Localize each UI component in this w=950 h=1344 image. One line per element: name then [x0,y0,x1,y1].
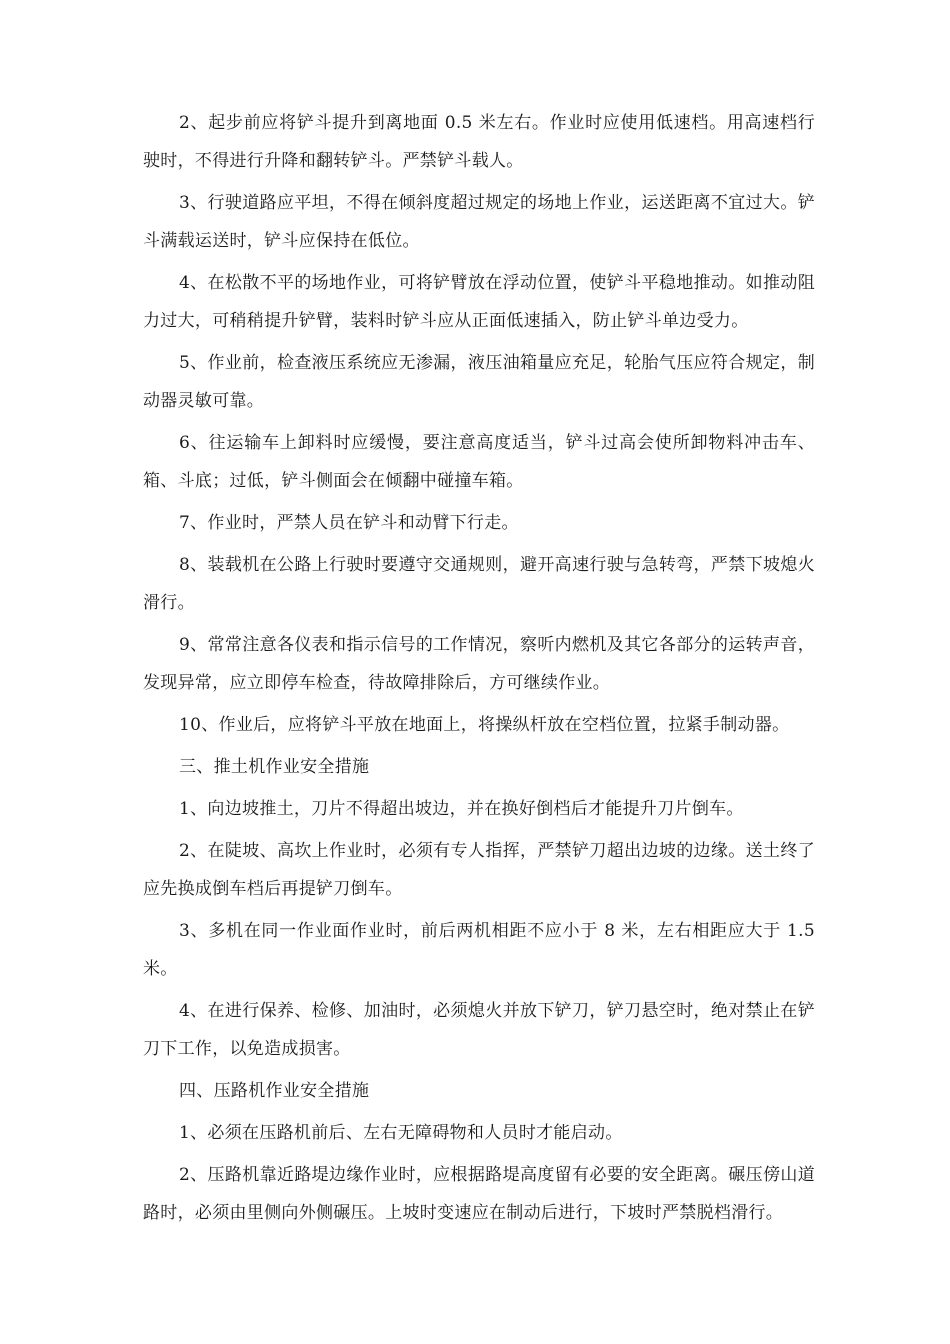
paragraph-bulldozer-3: 3、多机在同一作业面作业时，前后两机相距不应小于 8 米，左右相距应大于 1.5 米。 [143,921,815,979]
section-heading-bulldozer: 三、推土机作业安全措施 [179,757,370,777]
paragraph-loader-6: 6、往运输车上卸料时应缓慢，要注意高度适当，铲斗过高会使所卸物料冲击车、箱、斗底；过低，铲斗侧面会在倾翻中碰撞车箱。 [143,433,815,491]
paragraph-loader-2: 2、起步前应将铲斗提升到离地面 0.5 米左右。作业时应使用低速档。用高速档行驶时，不得进行升降和翻转铲斗。严禁铲斗载人。 [143,113,815,171]
paragraph-loader-5: 5、作业前，检查液压系统应无渗漏，液压油箱量应充足，轮胎气压应符合规定，制动器灵敏可靠。 [143,353,815,411]
document-body [143,104,815,1236]
paragraph-bulldozer-2: 2、在陡坡、高坎上作业时，必须有专人指挥，严禁铲刀超出边坡的边缘。送土终了应先换成倒车档后再提铲刀倒车。 [143,841,815,899]
paragraph-loader-9: 9、常常注意各仪表和指示信号的工作情况，察听内燃机及其它各部分的运转声音，发现异常，应立即停车检查，待故障排除后，方可继续作业。 [143,635,815,693]
paragraph-loader-10: 10、作业后，应将铲斗平放在地面上，将操纵杆放在空档位置，拉紧手制动器。 [179,715,790,735]
paragraph-roller-2: 2、压路机靠近路堤边缘作业时，应根据路堤高度留有必要的安全距离。碾压傍山道路时，必须由里侧向外侧碾压。上坡时变速应在制动后进行，下坡时严禁脱档滑行。 [143,1165,815,1223]
paragraph-bulldozer-1: 1、向边坡推土，刀片不得超出坡边，并在换好倒档后才能提升刀片倒车。 [179,799,744,819]
paragraph-loader-4: 4、在松散不平的场地作业，可将铲臂放在浮动位置，使铲斗平稳地推动。如推动阻力过大，可稍稍提升铲臂，装料时铲斗应从正面低速插入，防止铲斗单边受力。 [143,273,815,331]
paragraph-loader-8: 8、装载机在公路上行驶时要遵守交通规则，避开高速行驶与急转弯，严禁下坡熄火滑行。 [143,555,815,613]
section-heading-roller: 四、压路机作业安全措施 [179,1081,370,1101]
paragraph-loader-7: 7、作业时，严禁人员在铲斗和动臂下行走。 [179,513,519,533]
paragraph-roller-1: 1、必须在压路机前后、左右无障碍物和人员时才能启动。 [179,1123,623,1143]
paragraph-bulldozer-4: 4、在进行保养、检修、加油时，必须熄火并放下铲刀，铲刀悬空时，绝对禁止在铲刀下工作，以免造成损害。 [143,1001,815,1059]
paragraph-loader-3: 3、行驶道路应平坦，不得在倾斜度超过规定的场地上作业，运送距离不宜过大。铲斗满载运送时，铲斗应保持在低位。 [143,193,815,251]
